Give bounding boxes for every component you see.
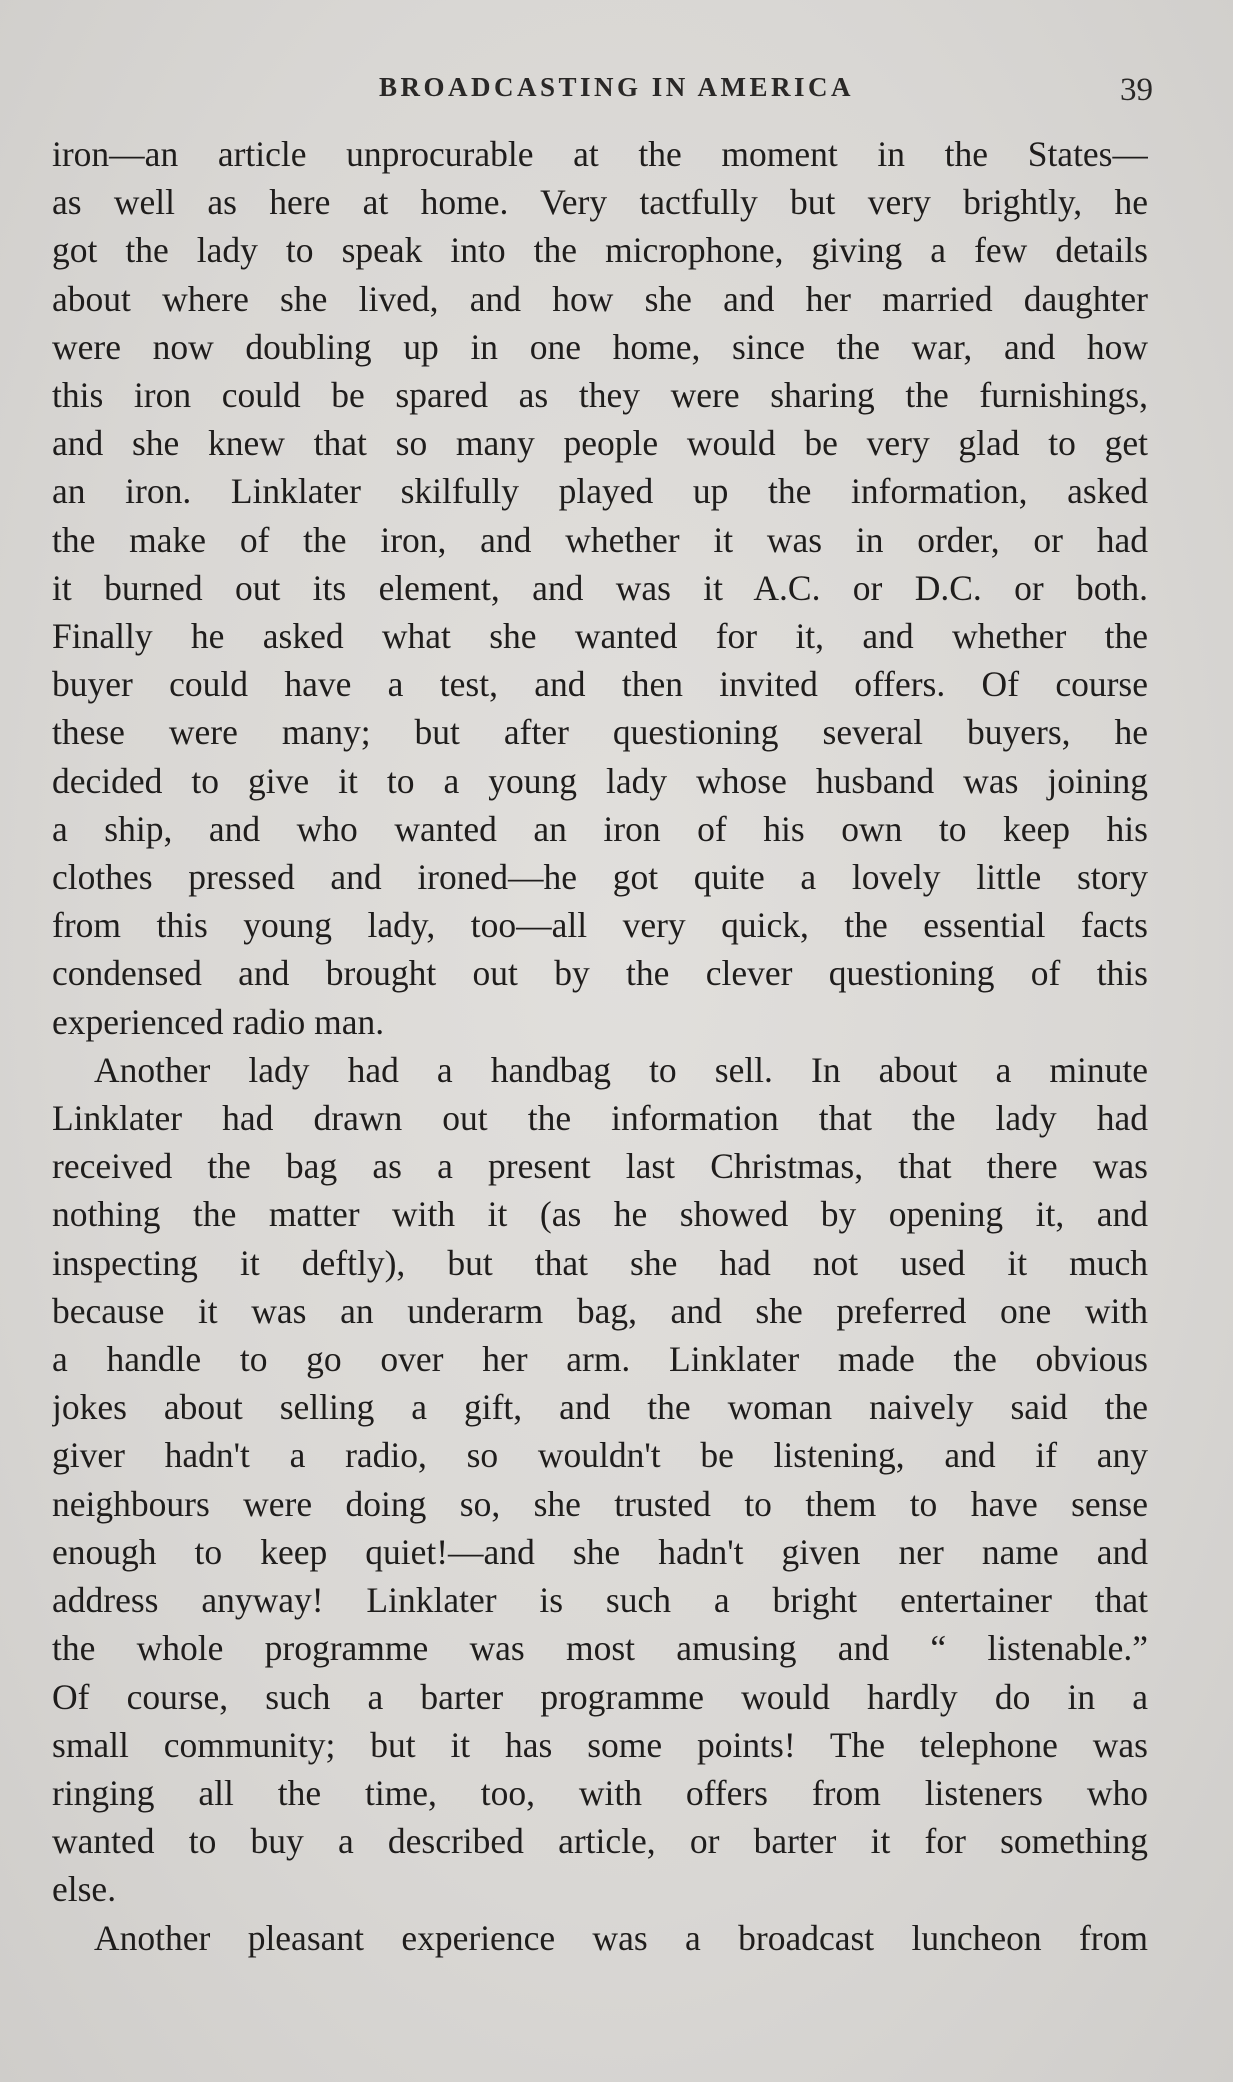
text-line: the whole programme was most amusing and “ listenable.” <box>52 1628 1148 1669</box>
text-line: because it was an underarm bag, and she preferred one with <box>52 1290 1148 1331</box>
text-line: condensed and brought out by the clever questioning of this <box>52 953 1148 994</box>
page-number: 39 <box>1120 72 1153 108</box>
text-line: from this young lady, too—all very quick, the essential facts <box>52 905 1148 946</box>
text-line: decided to give it to a young lady whose husband was joining <box>52 760 1148 801</box>
text-line: iron—an article unprocurable at the moment in the States— <box>52 134 1148 174</box>
text-line: address anyway! Linklater is such a bright entertainer that <box>52 1580 1148 1621</box>
text-line: clothes pressed and ironed—he got quite a lovely little story <box>52 857 1148 898</box>
text-line: it burned out its element, and was it A.C. or D.C. or both. <box>52 567 1148 608</box>
text-line: neighbours were doing so, she trusted to them to have sense <box>52 1483 1148 1524</box>
text-line: inspecting it deftly), but that she had not used it much <box>52 1242 1148 1283</box>
text-line: experienced radio man. <box>52 1001 385 1042</box>
text-line: else. <box>52 1869 117 1910</box>
running-title: BROADCASTING IN AMERICA <box>378 72 855 102</box>
text-line: received the bag as a present last Christmas, that there was <box>52 1146 1148 1187</box>
text-line: Another pleasant experience was a broadcast luncheon from <box>94 1917 1148 1958</box>
text-line: jokes about selling a gift, and the woman naively said the <box>52 1387 1148 1428</box>
paragraph <box>52 1914 1148 1962</box>
running-head <box>0 72 1233 112</box>
text-line: small community; but it has some points! The telephone was <box>52 1724 1148 1765</box>
text-line: this iron could be spared as they were sharing the furnishings, <box>52 375 1148 416</box>
text-line: about where she lived, and how she and her married daughter <box>52 278 1148 319</box>
text-line: a ship, and who wanted an iron of his own to keep his <box>52 808 1148 849</box>
text-line: wanted to buy a described article, or barter it for something <box>52 1821 1148 1862</box>
text-line: as well as here at home. Very tactfully but very brightly, he <box>52 182 1148 223</box>
text-line: a handle to go over her arm. Linklater made the obvious <box>52 1339 1148 1380</box>
paragraph <box>52 130 1148 1046</box>
text-line: Another lady had a handbag to sell. In about a minute <box>94 1049 1148 1090</box>
text-line: buyer could have a test, and then invited offers. Of course <box>52 664 1148 705</box>
text-line: were now doubling up in one home, since the war, and how <box>52 326 1148 367</box>
text-line: ringing all the time, too, with offers from listeners who <box>52 1772 1148 1813</box>
paragraph <box>52 1046 1148 1914</box>
text-line: Of course, such a barter programme would hardly do in a <box>52 1676 1148 1717</box>
text-line: nothing the matter with it (as he showed by opening it, and <box>52 1194 1148 1235</box>
text-line: enough to keep quiet!—and she hadn't given ner name and <box>52 1531 1148 1572</box>
body-text <box>52 130 1148 1962</box>
text-line: an iron. Linklater skilfully played up the information, asked <box>52 471 1148 512</box>
text-line: the make of the iron, and whether it was in order, or had <box>52 519 1148 560</box>
text-line: giver hadn't a radio, so wouldn't be listening, and if any <box>52 1435 1148 1476</box>
text-line: Finally he asked what she wanted for it, and whether the <box>52 616 1148 657</box>
text-line: got the lady to speak into the microphone, giving a few details <box>52 230 1148 271</box>
text-line: and she knew that so many people would be very glad to get <box>52 423 1148 464</box>
text-line: Linklater had drawn out the information that the lady had <box>52 1098 1148 1139</box>
text-line: these were many; but after questioning several buyers, he <box>52 712 1148 753</box>
